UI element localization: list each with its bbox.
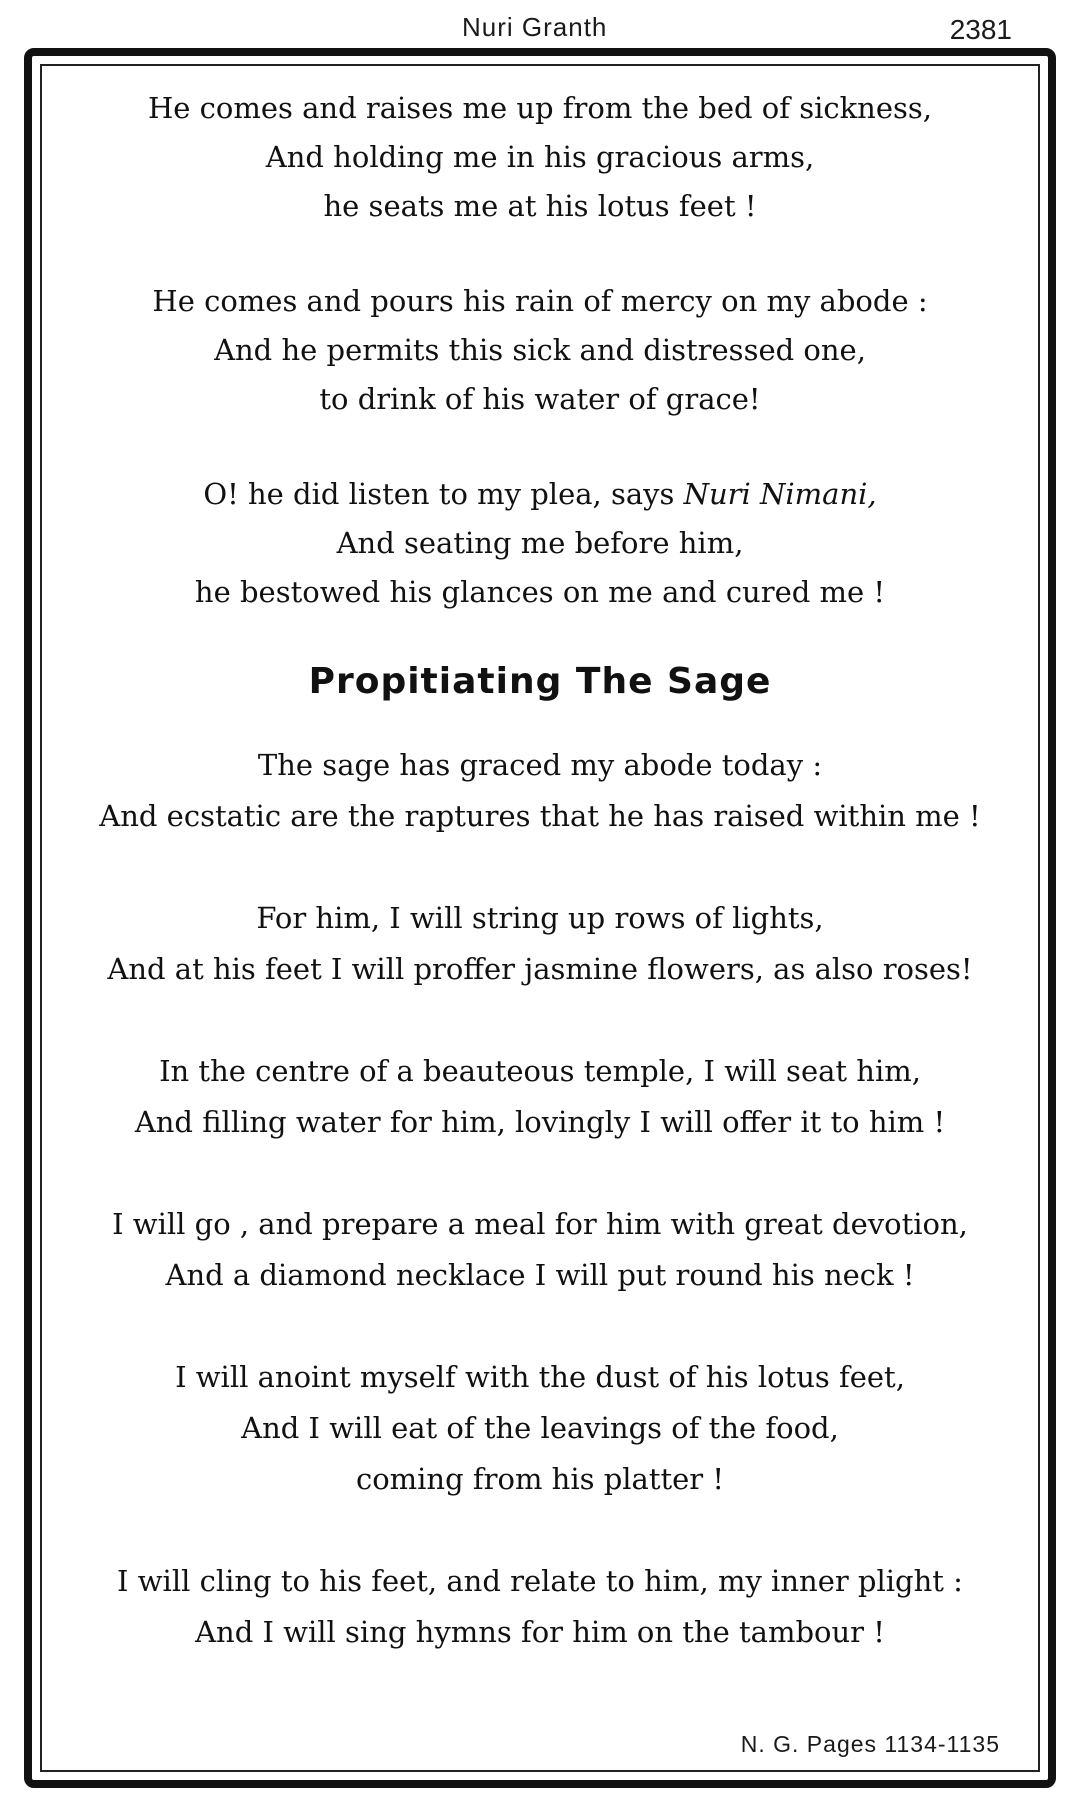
verse-line: And holding me in his gracious arms, (265, 140, 815, 174)
verse-line: He comes and raises me up from the bed of sickness, (148, 91, 932, 125)
stanza (42, 893, 1038, 995)
page-reference: N. G. Pages 1134-1135 (740, 1731, 1000, 1757)
verse-line: And I will sing hymns for him on the tambour ! (195, 1615, 885, 1649)
verse-line: to drink of his water of grace! (319, 382, 761, 416)
verse-line: And ecstatic are the raptures that he has raised within me ! (99, 799, 981, 833)
book-title: Nuri Granth (462, 12, 608, 42)
verse-line: In the centre of a beauteous temple, I will seat him, (159, 1054, 921, 1088)
verse-line: The sage has graced my abode today : (257, 748, 823, 782)
poet-name: Nuri Nimani, (683, 477, 877, 511)
verse-line: And seating me before him, (336, 526, 744, 560)
poem-first (42, 84, 1038, 617)
stanza (42, 84, 1038, 231)
stanza (42, 470, 1038, 617)
verse-text: O! he did listen to my plea, says (203, 477, 684, 511)
verse-line: He comes and pours his rain of mercy on my abode : (152, 284, 928, 318)
page-number: 2381 (949, 14, 1012, 45)
stanza (42, 1046, 1038, 1148)
verse-line: And I will eat of the leavings of the food, (241, 1411, 839, 1445)
page-header (0, 8, 1080, 44)
stanza (42, 1556, 1038, 1658)
verse-line: coming from his platter ! (355, 1462, 725, 1496)
section-title: Propitiating The Sage (308, 661, 772, 702)
verse-line: And he permits this sick and distressed one, (214, 333, 866, 367)
verse-line: And a diamond necklace I will put round his neck ! (165, 1258, 915, 1292)
verse-line: he seats me at his lotus feet ! (323, 189, 757, 223)
verse-line: I will cling to his feet, and relate to him, my inner plight : (117, 1564, 963, 1598)
stanza (42, 1352, 1038, 1505)
verse-line: And at his feet I will proffer jasmine flowers, as also roses! (107, 952, 973, 986)
poem-second (42, 740, 1038, 1658)
verse-line: he bestowed his glances on me and cured me ! (194, 575, 886, 609)
verse-line: For him, I will string up rows of lights, (256, 901, 824, 935)
stanza (42, 277, 1038, 424)
stanza (42, 740, 1038, 842)
page-content (42, 66, 1038, 1770)
stanza (42, 1199, 1038, 1301)
verse-line: I will go , and prepare a meal for him with great devotion, (112, 1207, 968, 1241)
verse-line: And filling water for him, lovingly I will offer it to him ! (134, 1105, 946, 1139)
verse-line-with-name (42, 470, 1038, 519)
verse-line: I will anoint myself with the dust of his lotus feet, (175, 1360, 905, 1394)
